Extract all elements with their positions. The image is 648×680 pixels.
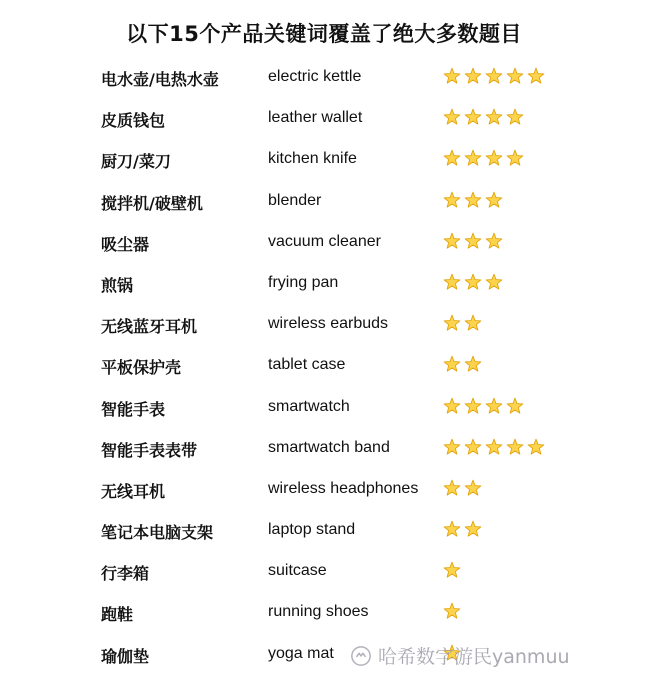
star-icon xyxy=(527,67,545,85)
list-item xyxy=(0,138,648,179)
star-rating xyxy=(443,520,482,540)
star-rating xyxy=(443,602,461,622)
star-rating xyxy=(443,67,545,87)
list-item xyxy=(0,56,648,97)
keyword-en: suitcase xyxy=(268,562,327,580)
wechat-logo-icon xyxy=(350,645,372,667)
keyword-en: wireless earbuds xyxy=(268,315,389,333)
star-rating xyxy=(443,397,524,417)
star-rating xyxy=(443,273,503,293)
star-icon xyxy=(464,273,482,291)
star-icon xyxy=(464,397,482,415)
list-item xyxy=(0,97,648,138)
star-icon xyxy=(443,397,461,415)
star-icon xyxy=(464,149,482,167)
keyword-zh: 无线蓝牙耳机 xyxy=(101,317,198,337)
star-rating xyxy=(443,438,545,458)
star-icon xyxy=(485,273,503,291)
keyword-en: leather wallet xyxy=(268,109,363,127)
keyword-en: kitchen knife xyxy=(268,150,357,168)
star-rating xyxy=(443,232,503,252)
star-icon xyxy=(443,438,461,456)
keyword-en: vacuum cleaner xyxy=(268,232,381,250)
star-icon xyxy=(443,273,461,291)
star-icon xyxy=(443,67,461,85)
keyword-zh: 搅拌机/破壁机 xyxy=(101,193,203,213)
list-item xyxy=(0,591,648,632)
star-icon xyxy=(443,314,461,332)
keyword-zh: 瑜伽垫 xyxy=(101,646,150,666)
star-rating xyxy=(443,479,482,499)
watermark-text: 哈希数字游民yanmuu xyxy=(378,646,570,668)
keyword-en: wireless headphones xyxy=(268,479,419,497)
keyword-en: smartwatch xyxy=(268,397,350,415)
star-icon xyxy=(506,397,524,415)
star-rating xyxy=(443,149,524,169)
keyword-en: smartwatch band xyxy=(268,438,390,456)
star-icon xyxy=(443,520,461,538)
keyword-en: tablet case xyxy=(268,356,346,374)
list-item xyxy=(0,221,648,262)
keyword-zh: 吸尘器 xyxy=(101,234,150,254)
keyword-en: frying pan xyxy=(268,273,339,291)
star-icon xyxy=(443,232,461,250)
star-icon xyxy=(506,67,524,85)
list-item xyxy=(0,468,648,509)
keyword-zh: 智能手表表带 xyxy=(101,440,198,460)
star-icon xyxy=(506,438,524,456)
keyword-zh: 电水壶/电热水壶 xyxy=(101,70,219,89)
star-icon xyxy=(485,232,503,250)
keyword-zh: 智能手表 xyxy=(101,399,166,419)
star-icon xyxy=(464,67,482,85)
keyword-zh: 厨刀/菜刀 xyxy=(101,152,171,172)
keyword-en: laptop stand xyxy=(268,521,356,539)
list-item xyxy=(0,262,648,303)
list-item xyxy=(0,180,648,221)
keyword-list xyxy=(0,56,648,674)
keyword-zh: 皮质钱包 xyxy=(101,111,166,131)
star-rating xyxy=(443,108,524,128)
keyword-en: yoga mat xyxy=(268,644,334,662)
star-icon xyxy=(443,191,461,209)
list-item xyxy=(0,509,648,550)
star-icon xyxy=(443,355,461,373)
star-icon xyxy=(464,520,482,538)
star-icon xyxy=(464,479,482,497)
keyword-en: running shoes xyxy=(268,603,369,621)
watermark xyxy=(350,642,570,669)
page-title: 以下15个产品关键词覆盖了绝大多数题目 xyxy=(126,22,522,46)
star-rating xyxy=(443,561,461,581)
star-icon xyxy=(464,232,482,250)
list-item xyxy=(0,550,648,591)
list-item xyxy=(0,427,648,468)
keyword-zh: 无线耳机 xyxy=(101,481,166,501)
star-icon xyxy=(464,108,482,126)
star-icon xyxy=(485,397,503,415)
keyword-zh: 煎锅 xyxy=(101,275,134,295)
keyword-zh: 跑鞋 xyxy=(101,605,134,625)
star-icon xyxy=(464,438,482,456)
star-icon xyxy=(464,191,482,209)
star-rating xyxy=(443,355,482,375)
keyword-en: blender xyxy=(268,191,322,209)
star-icon xyxy=(443,108,461,126)
star-rating xyxy=(443,314,482,334)
star-icon xyxy=(443,149,461,167)
keyword-zh: 行李箱 xyxy=(101,564,150,584)
star-icon xyxy=(527,438,545,456)
star-icon xyxy=(485,67,503,85)
list-item xyxy=(0,386,648,427)
star-icon xyxy=(443,479,461,497)
star-icon xyxy=(506,149,524,167)
keyword-zh: 平板保护壳 xyxy=(101,358,182,378)
star-icon xyxy=(443,602,461,620)
star-icon xyxy=(485,438,503,456)
star-icon xyxy=(485,108,503,126)
keyword-en: electric kettle xyxy=(268,68,362,85)
keyword-zh: 笔记本电脑支架 xyxy=(101,523,214,543)
star-icon xyxy=(443,561,461,579)
star-icon xyxy=(485,149,503,167)
list-item xyxy=(0,303,648,344)
star-icon xyxy=(464,314,482,332)
star-icon xyxy=(485,191,503,209)
star-rating xyxy=(443,191,503,211)
star-icon xyxy=(506,108,524,126)
star-icon xyxy=(464,355,482,373)
list-item xyxy=(0,344,648,385)
